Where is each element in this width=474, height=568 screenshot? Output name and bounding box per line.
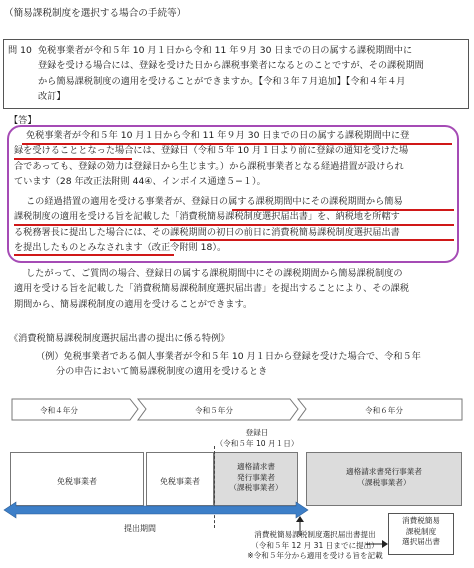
filing-note	[230, 530, 400, 562]
registration-date-value: （令和５年 10 月１日）	[215, 438, 299, 448]
form-box-line: 消費税簡易	[402, 516, 440, 525]
cell-line: 発行事業者	[237, 472, 275, 482]
answer-line: を提出したものとみなされます（改正令附則 18）。	[14, 241, 227, 253]
year-label-r6: 令和６年分	[365, 406, 403, 415]
question-line: 免税事業者が令和５年 10 月１日から令和 11 年９月 30 日までの日の属する課税期間中に	[38, 45, 413, 56]
filing-note-line: ※令和５年分から適用を受ける旨を記載	[247, 551, 383, 560]
red-underline	[14, 158, 132, 160]
question-number: 問 10	[8, 45, 32, 56]
answer-line: 合であっても、登録の効力は登録日から生じます。）から課税事業者となる経過措置が設けられ	[14, 160, 404, 172]
red-underline	[22, 143, 452, 145]
cell-r5-before-status: 免税事業者	[160, 477, 200, 486]
question-box	[3, 39, 469, 109]
registration-date-title: 登録日	[245, 428, 269, 437]
answer-line: 免税事業者が令和５年 10 月１日から令和 11 年９月 30 日までの日の属する課税期間中に登	[26, 130, 410, 141]
cell-line: 適格請求書発行事業者	[346, 467, 422, 476]
answer-line: 課税制度の適用を受ける旨を記載した「消費税簡易課税制度選択届出書」を、納税地を所轄す	[14, 211, 400, 223]
cell-r6-status	[306, 467, 462, 488]
conclusion-line: 期間から、簡易課税制度の適用を受けることができます。	[14, 298, 253, 310]
question-line: 登録を受ける場合には、登録を受けた日から課税事業者になるとのことですが、その課税期間	[38, 60, 424, 72]
cell-line: （課税事業者）	[229, 483, 283, 492]
cell-line: 適格請求書	[237, 462, 275, 471]
red-underline	[232, 209, 454, 211]
cell-r4-status: 免税事業者	[57, 477, 97, 486]
filing-note-line: 消費税簡易課税制度選択届出書提出	[254, 530, 376, 539]
conclusion-line: 適用を受ける旨を記載した「消費税簡易課税制度選択届出書」を提出することにより、その課税	[14, 283, 410, 295]
cell-r5-after-status	[214, 462, 298, 494]
example-text	[36, 349, 421, 380]
year-label-r5: 令和５年分	[195, 406, 233, 415]
form-box-line: 選択届出書	[402, 537, 440, 546]
registration-date-label	[212, 428, 302, 449]
example-line: （例）免税事業者である個人事業者が令和５年 10 月１日から登録を受けた場合で、令和５年	[36, 351, 421, 362]
question-line: 改訂】	[38, 90, 66, 102]
answer-line: この経過措置の適用を受ける事業者が、登録日の属する課税期間中にその課税期間から簡易	[26, 196, 403, 207]
conclusion-line: したがって、ご質問の場合、登録日の属する課税期間中にその課税期間から簡易課税制度の	[26, 268, 403, 279]
year-label-r4: 令和４年分	[40, 406, 78, 415]
answer-line: ています（28 年改正法附則 44④、インボイス通達５−１）。	[14, 175, 266, 187]
submission-period-label: 提出期間	[124, 524, 156, 533]
red-underline	[14, 224, 454, 226]
red-underline	[14, 254, 174, 256]
filing-note-line: （令和５年 12 月 31 日までに提出）	[251, 540, 379, 550]
special-rule-heading: 《消費税簡易課税制度選択届出書の提出に係る特例》	[9, 333, 230, 344]
example-line: 分の申告において簡易課税制度の適用を受けるとき	[56, 366, 268, 378]
form-box-line: 課税制度	[405, 526, 437, 536]
answer-label: 【答】	[9, 115, 37, 126]
cell-line: （課税事業者）	[357, 477, 411, 487]
answer-line: る税務署長に提出した場合には、その課税期間の初日の前日に消費税簡易課税制度選択届出書	[14, 226, 400, 238]
conclusion-paragraph	[14, 266, 456, 312]
answer-line: 録を受けることとなった場合には、登録日（令和５年 10 月１日より前に登録の通知を受けた場	[14, 145, 409, 157]
section-heading: （簡易課税制度を選択する場合の手続等）	[4, 8, 187, 19]
red-underline	[170, 239, 454, 241]
question-text	[38, 43, 464, 104]
question-line: から簡易課税制度の適用を受けることができますか。【令和３年７月追加】【令和４年４月	[38, 75, 406, 87]
